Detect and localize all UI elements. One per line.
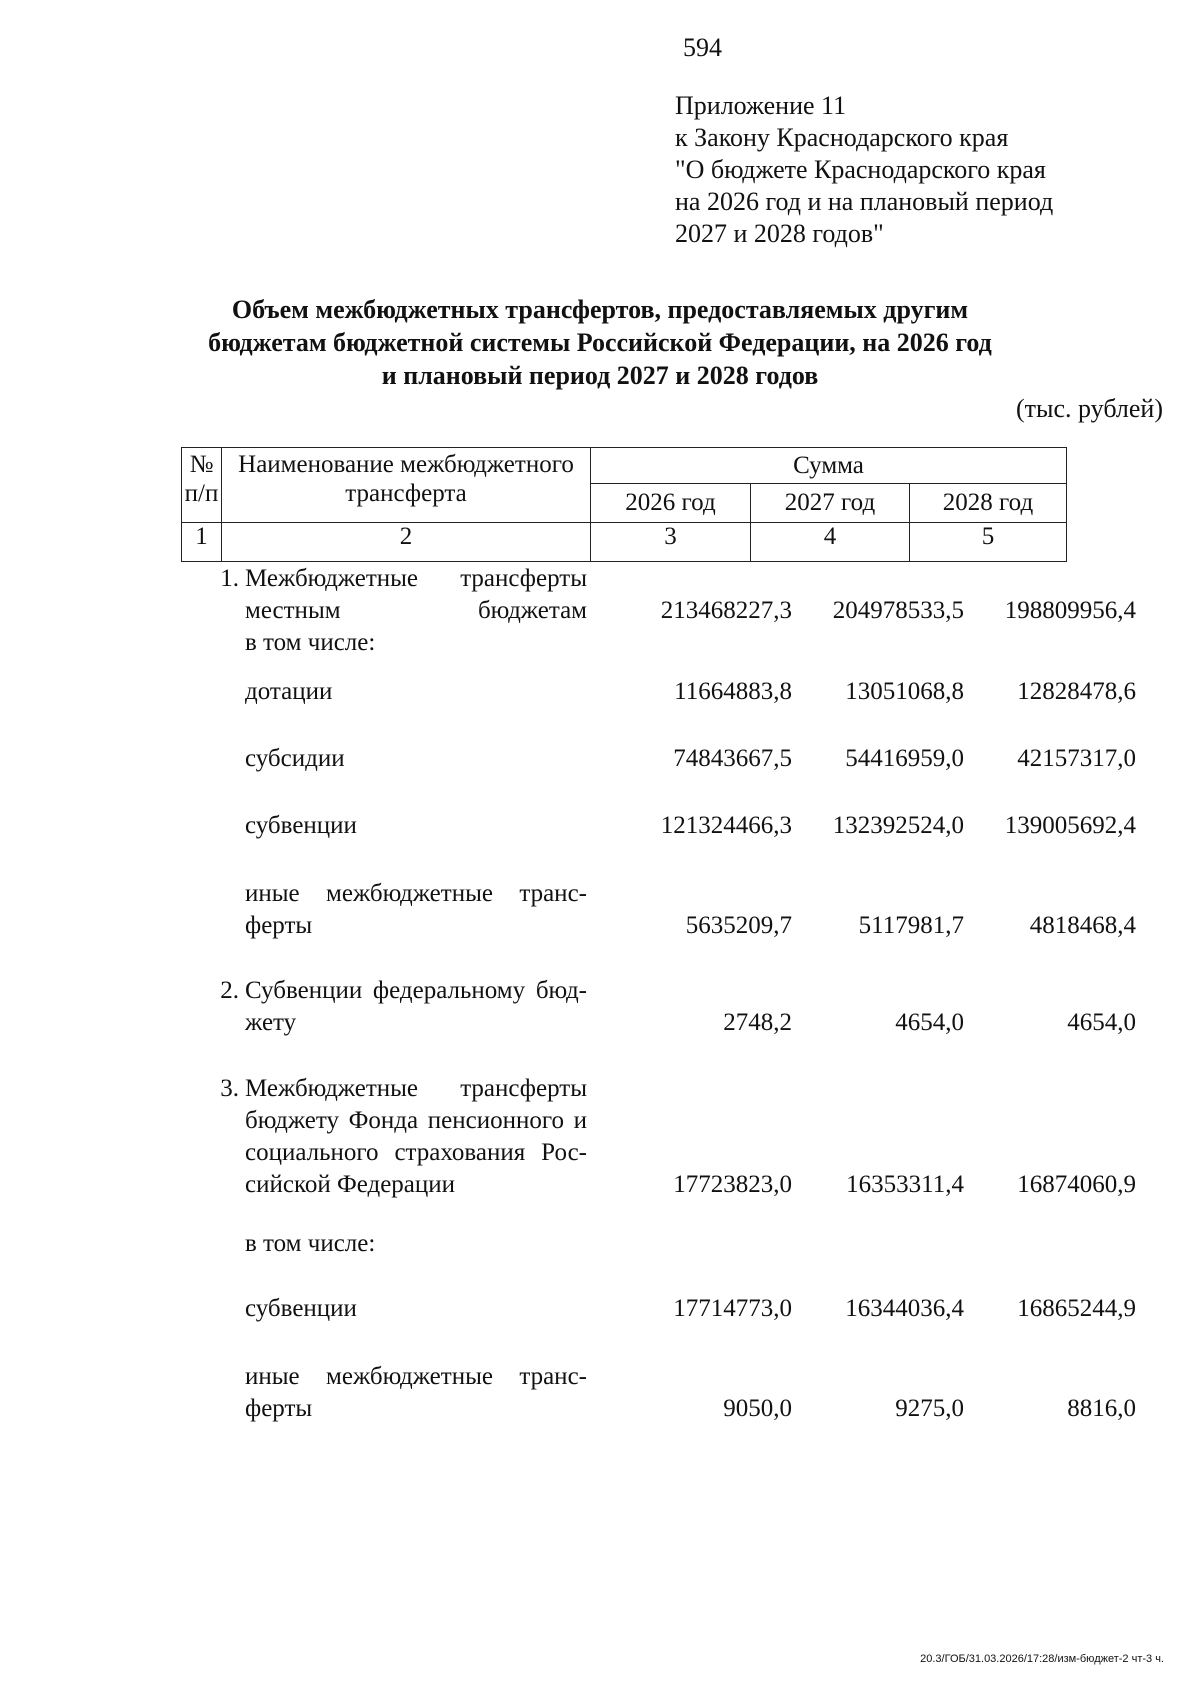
row-value-2027: 4654,0 bbox=[895, 1009, 964, 1036]
appendix-line: "О бюджете Краснодарского края bbox=[675, 155, 1046, 184]
row-name-line: ферты bbox=[245, 912, 313, 939]
row-value-2028: 12828478,6 bbox=[1017, 678, 1136, 705]
row-value-2028: 8816,0 bbox=[1067, 1395, 1136, 1422]
appendix-line: 2027 и 2028 годов" bbox=[675, 219, 884, 248]
row-value-2026: 121324466,3 bbox=[660, 812, 792, 839]
row-number: 3. bbox=[220, 1075, 239, 1102]
row-value-2027: 54416959,0 bbox=[845, 745, 964, 772]
row-value-2028: 16874060,9 bbox=[1017, 1171, 1136, 1198]
row-value-2028: 139005692,4 bbox=[1004, 812, 1136, 839]
header-name-cell bbox=[222, 448, 591, 523]
row-value-2026: 17723823,0 bbox=[673, 1171, 792, 1198]
title-line: Объем межбюджетных трансфертов, предоставляемых другим bbox=[231, 295, 969, 324]
footer-code: 20.3/ГОБ/31.03.2026/17:28/изм-бюджет-2 чт-3 ч. bbox=[920, 1653, 1164, 1665]
row-value-2026: 11664883,8 bbox=[674, 678, 792, 705]
row-name bbox=[245, 975, 587, 1039]
row-name bbox=[245, 878, 587, 942]
table-header bbox=[181, 447, 1067, 562]
row-name-line: ферты bbox=[245, 1395, 313, 1422]
row-name-line: бюджету Фонда пенсионного и bbox=[245, 1107, 587, 1134]
col-number: 2 bbox=[222, 523, 591, 562]
row-name-line: местным бюджетам bbox=[245, 597, 587, 624]
title-line: бюджетам бюджетной системы Российской Федерации, на 2026 год bbox=[208, 328, 992, 357]
row-value-2028: 42157317,0 bbox=[1017, 745, 1136, 772]
row-number: 1. bbox=[220, 565, 239, 592]
appendix-line: Приложение 11 bbox=[675, 91, 847, 120]
row-value-2026: 5635209,7 bbox=[685, 912, 792, 939]
row-name-line: в том числе: bbox=[245, 629, 376, 656]
row-value-2026: 2748,2 bbox=[723, 1009, 792, 1036]
row-value-2027: 132392524,0 bbox=[832, 812, 964, 839]
header-year-2028: 2028 год bbox=[910, 484, 1067, 523]
row-name bbox=[245, 1293, 587, 1325]
row-name bbox=[245, 1228, 587, 1260]
row-value-2027: 16344036,4 bbox=[845, 1295, 964, 1322]
title-line: и плановый период 2027 и 2028 годов bbox=[381, 361, 819, 390]
row-name-line: иные межбюджетные транс- bbox=[245, 1363, 587, 1390]
page-number: 594 bbox=[683, 33, 722, 62]
row-name bbox=[245, 1073, 587, 1201]
row-value-2027: 13051068,8 bbox=[845, 678, 964, 705]
row-name bbox=[245, 810, 587, 842]
header-num-line: № bbox=[189, 451, 214, 478]
row-name-line: иные межбюджетные транс- bbox=[245, 880, 587, 907]
header-year-2026: 2026 год bbox=[591, 484, 751, 523]
header-sum-cell: Сумма bbox=[591, 448, 1067, 484]
col-number: 1 bbox=[182, 523, 222, 562]
appendix-block bbox=[675, 90, 1053, 250]
header-year-2027: 2027 год bbox=[751, 484, 910, 523]
units-label: (тыс. рублей) bbox=[1015, 394, 1163, 423]
row-value-2026: 9050,0 bbox=[723, 1395, 792, 1422]
row-name-line: сийской Федерации bbox=[245, 1171, 456, 1198]
row-name bbox=[245, 1361, 587, 1425]
row-name-line: субсидии bbox=[245, 745, 345, 772]
row-name-line: субвенции bbox=[245, 812, 357, 839]
row-name bbox=[245, 743, 587, 775]
row-name-line: в том числе: bbox=[245, 1230, 376, 1257]
row-value-2028: 16865244,9 bbox=[1017, 1295, 1136, 1322]
row-number: 2. bbox=[220, 977, 239, 1004]
row-value-2027: 9275,0 bbox=[895, 1395, 964, 1422]
row-value-2027: 16353311,4 bbox=[846, 1171, 964, 1198]
row-name-line: дотации bbox=[245, 678, 333, 705]
col-number: 5 bbox=[910, 523, 1067, 562]
header-name-line: Наименование межбюджетного bbox=[238, 451, 574, 478]
row-name-line: Субвенции федеральному бюд- bbox=[245, 977, 587, 1004]
row-name-line: жету bbox=[245, 1009, 297, 1036]
header-num-cell bbox=[182, 448, 222, 523]
row-value-2026: 74843667,5 bbox=[673, 745, 792, 772]
row-name-line: субвенции bbox=[245, 1295, 357, 1322]
row-value-2028: 198809956,4 bbox=[1004, 597, 1136, 624]
header-num-line: п/п bbox=[184, 480, 219, 507]
row-value-2028: 4818468,4 bbox=[1029, 912, 1136, 939]
col-number: 4 bbox=[751, 523, 910, 562]
appendix-line: к Закону Краснодарского края bbox=[675, 123, 1009, 152]
header-name-line: трансферта bbox=[345, 480, 467, 507]
row-name-line: социального страхования Рос- bbox=[245, 1139, 587, 1166]
document-title bbox=[0, 293, 1200, 392]
row-name-line: Межбюджетные трансферты bbox=[245, 1075, 587, 1102]
col-number: 3 bbox=[591, 523, 751, 562]
appendix-line: на 2026 год и на плановый период bbox=[675, 187, 1054, 216]
row-value-2028: 4654,0 bbox=[1067, 1009, 1136, 1036]
row-value-2026: 17714773,0 bbox=[673, 1295, 792, 1322]
row-name-line: Межбюджетные трансферты bbox=[245, 565, 587, 592]
row-value-2027: 5117981,7 bbox=[858, 912, 964, 939]
row-name bbox=[245, 563, 587, 659]
row-name bbox=[245, 676, 587, 708]
row-value-2027: 204978533,5 bbox=[832, 597, 964, 624]
row-value-2026: 213468227,3 bbox=[660, 597, 792, 624]
